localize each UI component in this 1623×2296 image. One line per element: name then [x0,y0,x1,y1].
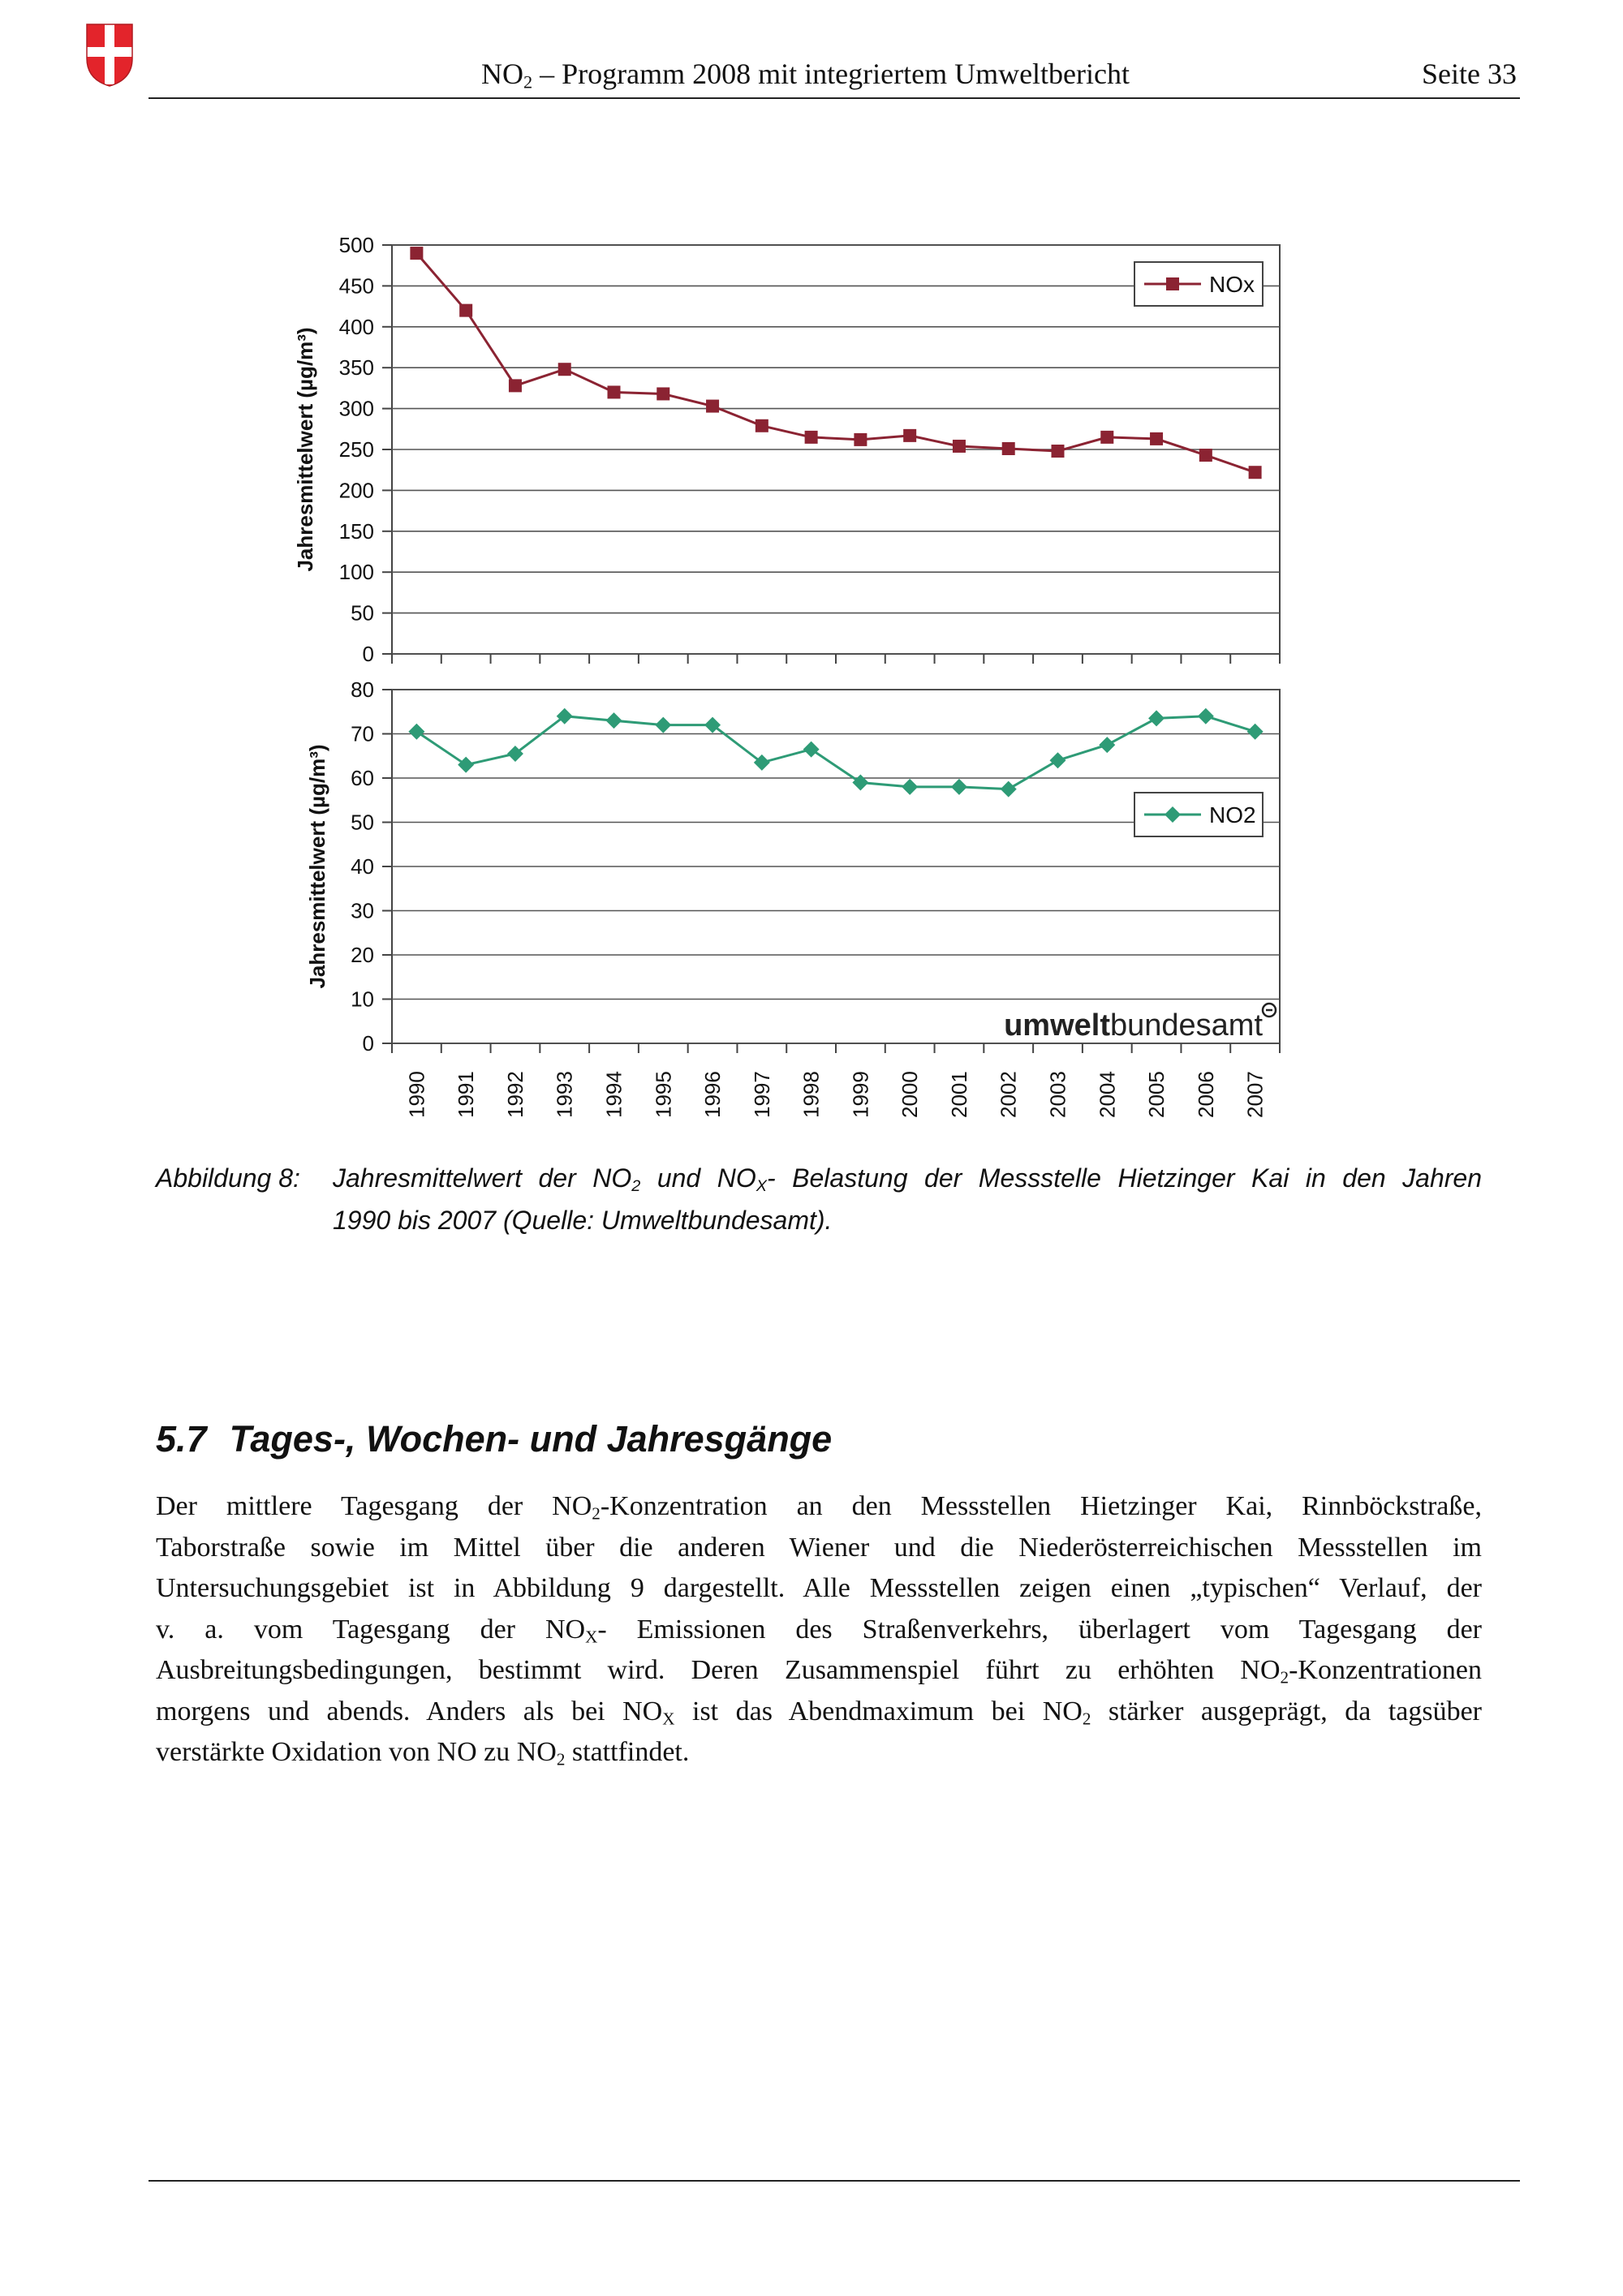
y-tick-label: 60 [351,766,374,790]
section-title: Tages-, Wochen- und Jahresgänge [229,1418,833,1460]
data-point [1247,724,1264,740]
y-tick-label: 0 [362,642,374,666]
data-point [1050,752,1066,768]
data-point [1249,466,1262,479]
x-tick-label: 2003 [1045,1071,1070,1118]
y-tick-label: 0 [362,1031,374,1056]
y-tick-label: 50 [351,810,374,835]
x-tick-label: 1995 [651,1071,676,1118]
data-point [558,363,571,376]
data-point [1002,442,1015,455]
section-number: 5.7 [156,1418,207,1460]
document-title: $NO_2$ – Programm 2008 mit integriertem Umweltbericht [481,58,1130,92]
y-tick-label: 80 [351,677,374,702]
y-tick-label: 300 [338,396,374,421]
x-tick-label: 1999 [848,1071,873,1118]
y-tick-label: 450 [338,273,374,299]
y-tick-label: 30 [351,898,374,923]
data-point [509,379,522,392]
data-point [852,774,868,790]
data-point [657,387,669,400]
x-tick-label: 1996 [700,1071,725,1118]
umweltbundesamt-watermark: umweltbundesamt [1004,1008,1263,1043]
data-point [953,440,966,453]
y-tick-label: 250 [338,437,374,462]
x-tick-label: 2002 [996,1071,1021,1118]
footer-rule [149,2180,1520,2182]
data-point [1001,781,1017,798]
y-tick-label: 70 [351,721,374,746]
x-tick-label: 1991 [454,1071,479,1118]
y-tick-label: 350 [338,355,374,381]
y-axis-label: Jahresmittelwert (µg/m³) [305,744,329,989]
data-point [756,419,768,432]
data-point [1052,445,1065,458]
legend-label: NOx [1209,272,1255,297]
data-point [1199,449,1212,462]
figure-caption: Abbildung 8: Jahresmittelwert der $NO_2$ und $NO_X-$ Belastung der Messstelle Hietzinger Kai in den Jahren 1990 bis 2007 (Quelle: Umweltbundesamt). [156,1157,1482,1241]
legend-marker [1166,277,1179,290]
x-tick-label: 1997 [749,1071,774,1118]
data-point [1148,710,1165,726]
y-tick-label: 200 [338,478,374,503]
data-point [854,433,867,446]
x-tick-label: 1992 [502,1071,527,1118]
data-point [803,742,820,758]
x-tick-label: 1990 [404,1071,429,1118]
data-point [951,779,967,795]
x-tick-label: 2004 [1095,1071,1120,1118]
data-point [606,712,622,729]
legend-label: NO2 [1209,802,1256,828]
x-tick-label: 2005 [1144,1071,1169,1118]
body-paragraph: Der mittlere Tagesgang der $NO_2$-Konzentration an den Messstellen Hietzinger Kai, Rinnböckstraße, Taborstraße sowie im Mittel über die anderen Wiener und die Niederösterreichischen Messstellen im Untersuchungsgebiet ist in Abbildung 9 dargestellt. Alle Messstellen zeigen einen „typischen“ Verlauf, der v. a. vom Tagesgang der $NO_X-$ Emissionen des Straßenverkehrs, überlagert vom Tagesgang der Ausbreitungsbedingungen, bestimmt wird. Deren Zusammenspiel führt zu erhöhten $NO_2$-Konzentrationen morgens und abends. Anders als bei $NO_X$ ist das Abendmaximum bei $NO_2$ stärker ausgeprägt, da tagsüber verstärkte Oxidation von NO zu $NO_2$ stattfindet. [156,1491,1482,1769]
data-point [1150,432,1163,445]
data-point [1100,431,1113,444]
y-tick-label: 500 [338,233,374,257]
y-tick-label: 10 [351,987,374,1012]
x-tick-label: 1998 [799,1071,824,1118]
caption-label: Abbildung 8: [156,1163,300,1193]
data-point [1099,737,1115,753]
x-tick-label: 2000 [898,1071,923,1118]
y-tick-label: 150 [338,518,374,544]
data-point [1198,708,1214,724]
data-point [903,429,916,442]
section-heading [156,1418,832,1460]
y-tick-label: 100 [338,560,374,585]
x-tick-label: 1994 [601,1071,626,1118]
data-point [410,247,423,260]
x-tick-label: 2007 [1242,1071,1268,1118]
y-tick-label: 400 [338,314,374,339]
y-tick-label: 40 [351,854,374,879]
x-tick-label: 2001 [946,1071,971,1118]
data-point [608,385,621,398]
x-tick-label: 1993 [552,1071,577,1118]
data-point [458,757,474,773]
nox-no2-annual-mean-chart [0,0,1623,1136]
y-axis-label: Jahresmittelwert (µg/m³) [293,327,317,572]
x-tick-label: 2006 [1193,1071,1218,1118]
y-tick-label: 20 [351,943,374,967]
data-point [408,724,424,740]
data-point [706,400,719,413]
data-point [655,717,671,733]
y-tick-label: 50 [351,600,374,626]
page-number: Seite 33 [1422,58,1517,90]
data-point [459,304,472,317]
data-point [902,779,918,795]
data-point [805,431,818,444]
